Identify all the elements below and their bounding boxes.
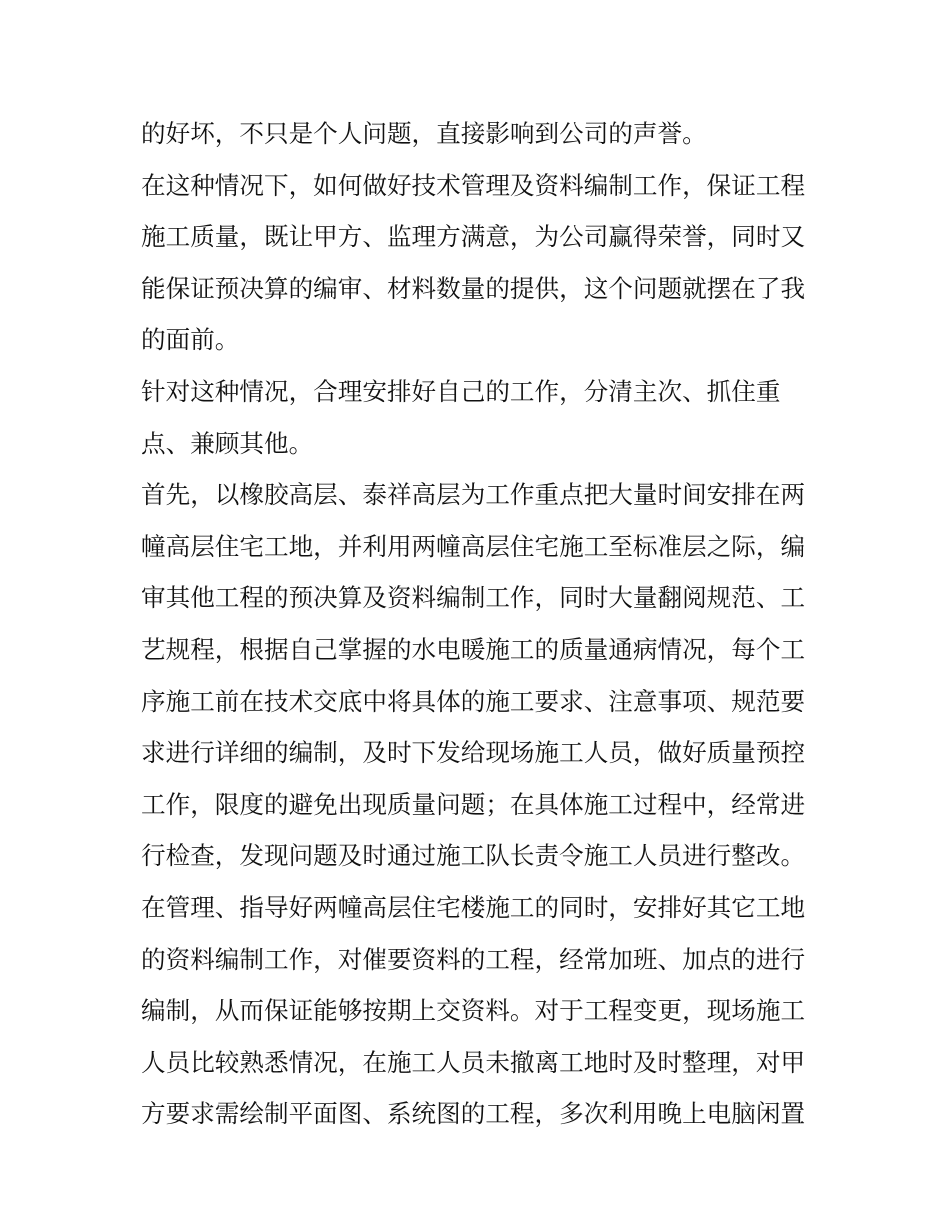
document-body [141,108,813,1140]
paragraph-5: 在管理、指导好两幢高层住宅楼施工的同时，安排好其它工地的资料编制工作，对催要资料的工程，经常加班、加点的进行编制，从而保证能够按期上交资料。对于工程变更，现场施工人员比较熟悉情况，在施工人员未撤离工地时及时整理，对甲方要求需绘制平面图、系统图的工程，多次利用晚上电脑闲置 [141,892,806,1129]
paragraph-2: 在这种情况下，如何做好技术管理及资料编制工作，保证工程施工质量，既让甲方、监理方满意，为公司赢得荣誉，同时又能保证预决算的编审、材料数量的提供，这个问题就摆在了我的面前。 [141,170,806,355]
paragraph-4: 首先，以橡胶高层、泰祥高层为工作重点把大量时间安排在两幢高层住宅工地，并利用两幢高层住宅施工至标准层之际，编审其他工程的预决算及资料编制工作，同时大量翻阅规范、工艺规程，根据自己掌握的水电暖施工的质量通病情况，每个工序施工前在技术交底中将具体的施工要求、注意事项、规范要求进行详细的编制，及时下发给现场施工人员，做好质量预控工作，限度的避免出现质量问题；在具体施工过程中，经常进行检查，发现问题及时通过施工队长责令施工人员进行整改。 [141,480,806,871]
paragraph-3: 针对这种情况，合理安排好自己的工作，分清主次、抓住重点、兼顾其他。 [141,376,781,458]
paragraph-1: 的好坏，不只是个人问题，直接影响到公司的声誉。 [141,119,707,148]
